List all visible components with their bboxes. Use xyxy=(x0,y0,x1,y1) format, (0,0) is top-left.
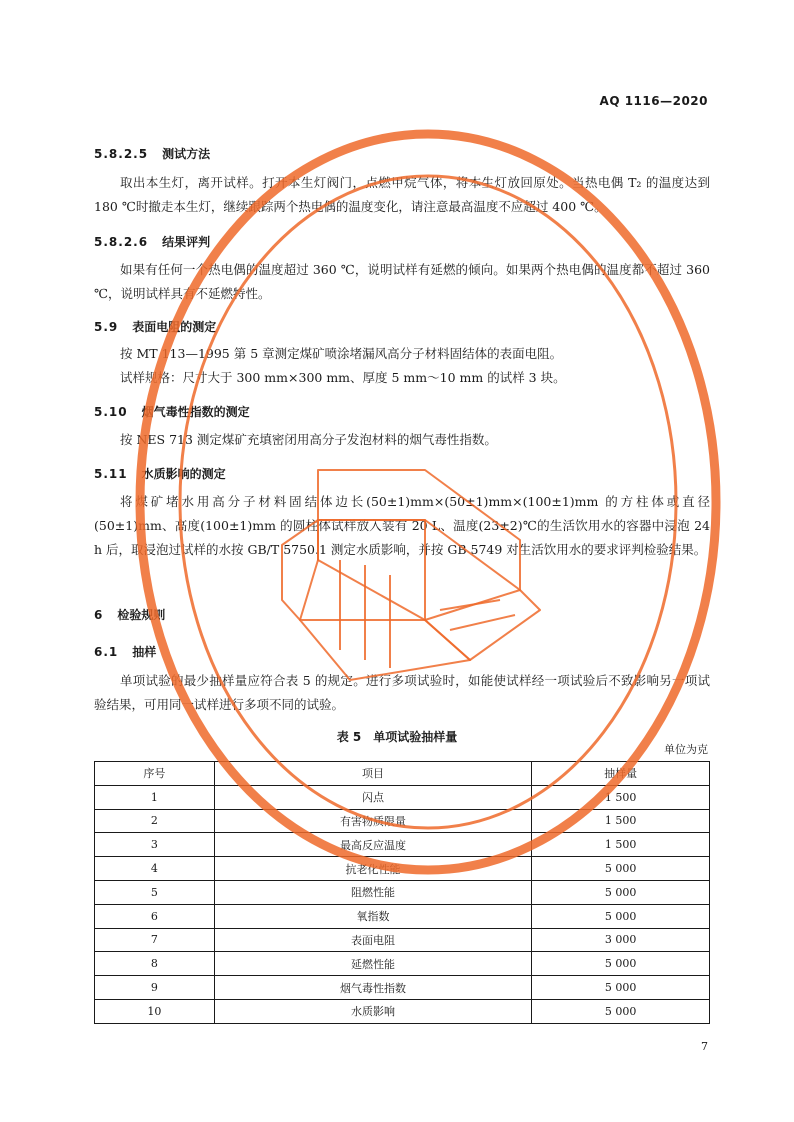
item-name-cell: 闪点 xyxy=(214,785,531,809)
section-number: 5.11 xyxy=(94,467,128,481)
section-number: 5.9 xyxy=(94,320,119,334)
section-title: 表面电阻的测定 xyxy=(132,320,217,334)
item-name-cell: 抗老化性能 xyxy=(214,857,531,881)
section-title: 抽样 xyxy=(132,645,157,659)
page-number: 7 xyxy=(701,1040,708,1053)
section-number: 5.8.2.5 xyxy=(94,147,149,161)
sample-amount-cell: 1 500 xyxy=(532,785,710,809)
section-heading-5-8-2-5 xyxy=(94,145,210,162)
column-header: 抽样量 xyxy=(532,762,710,786)
section-number: 5.8.2.6 xyxy=(94,235,149,249)
item-name-cell: 延燃性能 xyxy=(214,952,531,976)
paragraph-surface-resistance: 按 MT 113—1995 第 5 章测定煤矿喷涂堵漏风高分子材料固结体的表面电阻。 xyxy=(120,346,563,361)
item-name-cell: 最高反应温度 xyxy=(214,833,531,857)
item-name-cell: 烟气毒性指数 xyxy=(214,976,531,1000)
row-number-cell: 7 xyxy=(95,928,215,952)
sample-amount-cell: 5 000 xyxy=(532,999,710,1023)
section-title: 烟气毒性指数的测定 xyxy=(141,405,250,419)
row-number-cell: 1 xyxy=(95,785,215,809)
section-heading-6 xyxy=(94,606,165,623)
row-number-cell: 3 xyxy=(95,833,215,857)
row-number-cell: 2 xyxy=(95,809,215,833)
table-row xyxy=(95,952,710,976)
section-heading-5-10 xyxy=(94,403,250,420)
sample-amount-cell: 1 500 xyxy=(532,833,710,857)
table-row xyxy=(95,999,710,1023)
table-header-row xyxy=(95,762,710,786)
section-title: 水质影响的测定 xyxy=(141,467,226,481)
row-number-cell: 8 xyxy=(95,952,215,976)
table-unit: 单位为克 xyxy=(664,743,708,756)
table-row xyxy=(95,976,710,1000)
section-heading-5-8-2-6 xyxy=(94,233,210,250)
item-name-cell: 阻燃性能 xyxy=(214,880,531,904)
sample-amount-cell: 3 000 xyxy=(532,928,710,952)
sample-amount-cell: 5 000 xyxy=(532,976,710,1000)
sampling-table xyxy=(94,761,710,1024)
sample-amount-cell: 1 500 xyxy=(532,809,710,833)
table-row xyxy=(95,833,710,857)
sample-amount-cell: 5 000 xyxy=(532,952,710,976)
paragraph-test-method: 取出本生灯，离开试样。打开本生灯阀门，点燃甲烷气体，将本生灯放回原处。当热电偶 T₂ 的温度达到 180 ℃时撤走本生灯，继续跟踪两个热电偶的温度变化，请注意最高温度不应超过 400 ℃。 xyxy=(94,175,710,214)
standard-code: AQ 1116—2020 xyxy=(599,94,708,108)
table-row xyxy=(95,809,710,833)
column-header: 序号 xyxy=(95,762,215,786)
table-row xyxy=(95,904,710,928)
section-heading-5-11 xyxy=(94,465,226,482)
item-name-cell: 有害物质限量 xyxy=(214,809,531,833)
paragraph-smoke-toxicity: 按 NES 713 测定煤矿充填密闭用高分子发泡材料的烟气毒性指数。 xyxy=(120,432,497,447)
row-number-cell: 4 xyxy=(95,857,215,881)
table-row xyxy=(95,857,710,881)
paragraph-sampling: 单项试验的最少抽样量应符合表 5 的规定。进行多项试验时，如能使试样经一项试验后不致影响另一项试验结果，可用同一试样进行多项不同的试验。 xyxy=(94,673,710,712)
section-number: 6.1 xyxy=(94,645,119,659)
section-title: 检验规则 xyxy=(117,608,166,622)
section-title: 结果评判 xyxy=(162,235,211,249)
section-heading-6-1 xyxy=(94,643,156,660)
paragraph-water-quality: 将煤矿堵水用高分子材料固结体边长(50±1)mm×(50±1)mm×(100±1)mm 的方柱体或直径(50±1)mm、高度(100±1)mm 的圆柱体试样放入装有 20 L、温度(23±2)℃的生活饮用水的容器中浸泡 24 h 后，取浸泡过试样的水按 GB/T 5750.1 测定水质影响，并按 GB 5749 对生活饮用水的要求评判检验结果。 xyxy=(94,494,710,557)
paragraph-result-judgment: 如果有任何一个热电偶的温度超过 360 ℃，说明试样有延燃的倾向。如果两个热电偶的温度都不超过 360 ℃，说明试样具有不延燃特性。 xyxy=(94,262,710,301)
table-row xyxy=(95,928,710,952)
row-number-cell: 10 xyxy=(95,999,215,1023)
row-number-cell: 5 xyxy=(95,880,215,904)
item-name-cell: 氧指数 xyxy=(214,904,531,928)
row-number-cell: 6 xyxy=(95,904,215,928)
row-number-cell: 9 xyxy=(95,976,215,1000)
paragraph-specimen-spec: 试样规格：尺寸大于 300 mm×300 mm、厚度 5 mm～10 mm 的试样 3 块。 xyxy=(120,370,566,385)
item-name-cell: 水质影响 xyxy=(214,999,531,1023)
table-title: 表 5 单项试验抽样量 xyxy=(336,730,458,744)
table-row xyxy=(95,785,710,809)
item-name-cell: 表面电阻 xyxy=(214,928,531,952)
sample-amount-cell: 5 000 xyxy=(532,857,710,881)
section-heading-5-9 xyxy=(94,318,216,335)
table-row xyxy=(95,880,710,904)
section-number: 6 xyxy=(94,608,104,622)
column-header: 项目 xyxy=(214,762,531,786)
sample-amount-cell: 5 000 xyxy=(532,904,710,928)
section-number: 5.10 xyxy=(94,405,128,419)
sample-amount-cell: 5 000 xyxy=(532,880,710,904)
section-title: 测试方法 xyxy=(162,147,211,161)
